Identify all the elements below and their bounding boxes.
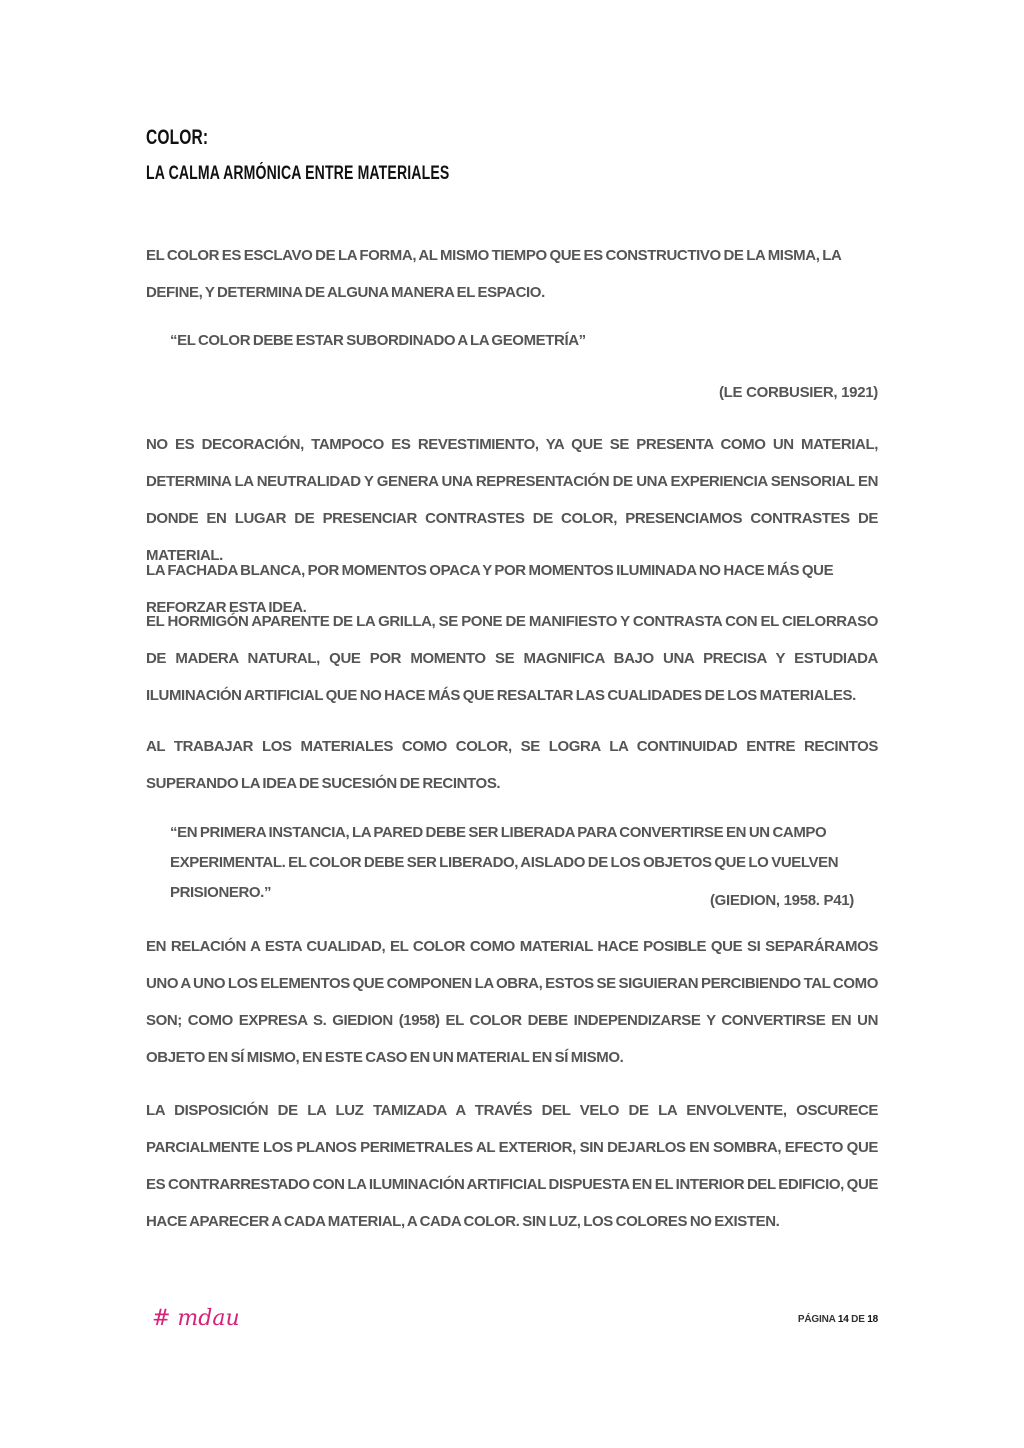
page-number-total: 18 — [867, 1314, 878, 1325]
paragraph-2: NO ES DECORACIÓN, TAMPOCO ES REVESTIMIENTO, YA QUE SE PRESENTA COMO UN MATERIAL, DETERMINA LA NEUTRALIDAD Y GENERA UNA REPRESENTACIÓN DE UNA EXPERIENCIA SENSORIAL EN DONDE EN LUGAR DE PRESENCIAR CONTRASTES DE COLOR, PRESENCIAMOS CONTRASTES DE MATERIAL. — [146, 436, 878, 564]
page-number-current: 14 — [837, 1314, 849, 1325]
citation-le-corbusier: (LE CORBUSIER, 1921) — [718, 384, 878, 401]
paragraph-1: EL COLOR ES ESCLAVO DE LA FORMA, AL MISMO TIEMPO QUE ES CONSTRUCTIVO DE LA MISMA, LA DEFINE, Y DETERMINA DE ALGUNA MANERA EL ESPACIO. — [146, 247, 841, 301]
page-title: COLOR: — [146, 126, 209, 149]
paragraph-7: LA DISPOSICIÓN DE LA LUZ TAMIZADA A TRAVÉS DEL VELO DE LA ENVOLVENTE, OSCURECE PARCIALMENTE LOS PLANOS PERIMETRALES AL EXTERIOR, SIN DEJARLOS EN SOMBRA, EFECTO QUE ES CONTRARRESTADO CON LA ILUMINACIÓN ARTIFICIAL DISPUESTA EN EL INTERIOR DEL EDIFICIO, QUE HACE APARECER A CADA MATERIAL, A CADA COLOR. SIN LUZ, LOS COLORES NO EXISTEN. — [146, 1102, 878, 1230]
quote-giedion: “EN PRIMERA INSTANCIA, LA PARED DEBE SER LIBERADA PARA CONVERTIRSE EN UN CAMPO EXPERIMENTAL. EL COLOR DEBE SER LIBERADO, AISLADO DE LOS OBJETOS QUE LO VUELVEN PRISIONERO.” — [170, 824, 839, 901]
quote-le-corbusier: “EL COLOR DEBE ESTAR SUBORDINADO A LA GEOMETRÍA” — [170, 332, 586, 349]
page-subtitle: LA CALMA ARMÓNICA ENTRE MATERIALES — [146, 163, 450, 184]
page-number-of: DE — [851, 1314, 865, 1325]
page-number — [798, 1314, 878, 1325]
paragraph-5: AL TRABAJAR LOS MATERIALES COMO COLOR, SE LOGRA LA CONTINUIDAD ENTRE RECINTOS SUPERANDO LA IDEA DE SUCESIÓN DE RECINTOS. — [146, 738, 878, 792]
page-number-label: PÁGINA — [797, 1314, 836, 1325]
footer-logo: # mdau — [152, 1306, 240, 1331]
paragraph-3: LA FACHADA BLANCA, POR MOMENTOS OPACA Y POR MOMENTOS ILUMINADA NO HACE MÁS QUE REFORZAR ESTA IDEA. — [146, 562, 834, 616]
citation-giedion: (GIEDION, 1958. P41) — [709, 892, 854, 909]
paragraph-4: EL HORMIGÓN APARENTE DE LA GRILLA, SE PONE DE MANIFIESTO Y CONTRASTA CON EL CIELORRASO DE MADERA NATURAL, QUE POR MOMENTO SE MAGNIFICA BAJO UNA PRECISA Y ESTUDIADA ILUMINACIÓN ARTIFICIAL QUE NO HACE MÁS QUE RESALTAR LAS CUALIDADES DE LOS MATERIALES. — [146, 613, 878, 704]
paragraph-6: EN RELACIÓN A ESTA CUALIDAD, EL COLOR COMO MATERIAL HACE POSIBLE QUE SI SEPARÁRAMOS UNO A UNO LOS ELEMENTOS QUE COMPONEN LA OBRA, ESTOS SE SIGUIERAN PERCIBIENDO TAL COMO SON; COMO EXPRESA S. GIEDION (1958) EL COLOR DEBE INDEPENDIZARSE Y CONVERTIRSE EN UN OBJETO EN SÍ MISMO, EN ESTE CASO EN UN MATERIAL EN SÍ MISMO. — [146, 938, 878, 1066]
